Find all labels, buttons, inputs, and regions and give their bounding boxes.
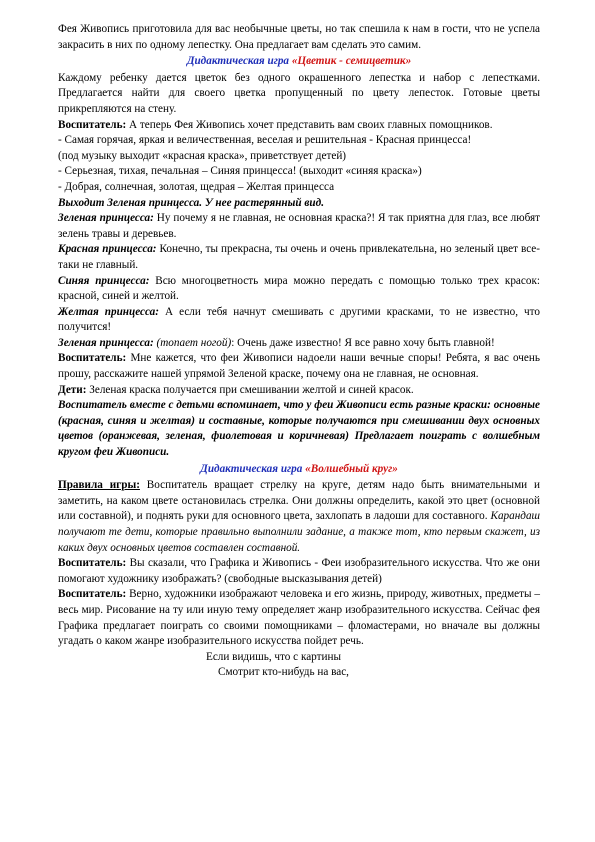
dialogue-line xyxy=(58,242,540,273)
stage-direction: Выходит Зеленая принцесса. У нее растерянный вид. xyxy=(58,196,324,209)
dialogue-line xyxy=(58,383,540,399)
line-text: Верно, художники изображают человека и его жизнь, природу, животных, предметы – весь мир. Рисование на ту или иную тему определяет жанр изобразительного искусства. Сейчас фея Графика предлагает поиграть со своими помощниками – фломастерами, но вначале вы должны угадать о каком жанре изобразительного искусства пойдет речь. xyxy=(58,588,540,648)
speaker-label: Зеленая принцесса: xyxy=(58,336,154,349)
list-line: - Добрая, солнечная, золотая, щедрая – Желтая принцесса xyxy=(58,180,335,193)
line-text: Мне кажется, что феи Живописи надоели наши вечные споры! Ребята, я вас очень прошу, расскажите нашей упрямой Зеленой краске, почему она не главная, не основная. xyxy=(58,352,540,381)
speaker-label: Воспитатель: xyxy=(58,588,127,601)
speaker-label: Воспитатель: xyxy=(58,557,127,570)
speaker-label: Зеленая принцесса: xyxy=(58,212,154,225)
poem-line: Смотрит кто-нибудь на вас, xyxy=(218,666,349,679)
heading-title: «Волшебный круг» xyxy=(305,462,398,475)
dialogue-line xyxy=(58,305,540,336)
list-line: - Серьезная, тихая, печальная – Синяя принцесса! (выходит «синяя краска») xyxy=(58,165,422,178)
document-page xyxy=(58,22,540,681)
line-text: А если тебя начнут смешивать с другими красками, то не известно, что получится! xyxy=(58,305,540,334)
line-text: Зеленая краска получается при смешивании желтой и синей красок. xyxy=(86,383,414,396)
poem-line: Если видишь, что с картины xyxy=(206,650,342,663)
list-line: - Самая горячая, яркая и величественная, веселая и решительная - Красная принцесса! xyxy=(58,134,472,147)
line-text: : Очень даже известно! Я все равно хочу быть главной! xyxy=(231,336,495,349)
intro-paragraph: Фея Живопись приготовила для вас необычные цветы, но так спешила к нам в гости, что не успела закрасить в них по одному лепестку. Она предлагает вам сделать это самим. xyxy=(58,23,540,51)
dialogue-line xyxy=(58,211,540,242)
game-heading-tsvetik xyxy=(58,54,540,70)
teacher-line xyxy=(58,587,540,649)
line-italic: Карандаш получают те дети, которые правильно выполнили задание, а также тот, кто первым скажет, из каких двух основных цветов составлен составной. xyxy=(58,510,540,554)
stage-note: (топает ногой) xyxy=(153,336,232,349)
speaker-label: Желтая принцесса: xyxy=(58,305,160,318)
heading-prefix: Дидактическая игра xyxy=(200,462,306,475)
speaker-label: Синяя принцесса: xyxy=(58,274,150,287)
speaker-label: Красная принцесса: xyxy=(58,243,157,256)
heading-title: «Цветик - семицветик» xyxy=(291,55,412,68)
line-text: Воспитатель вращает стрелку на круге, детям надо быть внимательными и заметить, на каком цвете остановилась стрелка. Они должны определить, какой это цвет (основной или составной), и поднять руки для основного цвета, захлопать в ладоши для составного. xyxy=(58,479,540,523)
speaker-label: Воспитатель: xyxy=(58,118,127,131)
dialogue-line xyxy=(58,274,540,305)
line-text: Всю многоцветность мира можно передать с помощью только трех красок: красной, синей и желтой. xyxy=(58,274,541,303)
speaker-label: Дети: xyxy=(58,383,87,396)
line-text: Конечно, ты прекрасна, ты очень и очень привлекательна, но зеленый цвет все-таки не главный. xyxy=(58,243,540,271)
teacher-line xyxy=(58,556,540,587)
list-line: (под музыку выходит «красная краска», приветствует детей) xyxy=(58,149,347,162)
speaker-label: Воспитатель: xyxy=(58,352,127,365)
heading-prefix: Дидактическая игра xyxy=(186,55,292,68)
game-description: Каждому ребенку дается цветок без одного окрашенного лепестка и набор с лепестками. Предлагается найти для своего цветка пропущенный по цвету лепесток. Готовые цветы прикрепляются на стену. xyxy=(58,71,540,115)
line-text: Ну почему я не главная, не основная краска?! Я так приятна для глаз, все любят зелень травы и деревьев. xyxy=(58,212,541,240)
speaker-label: Правила игры: xyxy=(58,479,140,492)
dialogue-line xyxy=(58,351,540,382)
teacher-remark: Воспитатель вместе с детьми вспоминает, что у феи Живописи есть разные краски: основные (красная, синяя и желтая) и составные, которые получаются при смешивании двух основных цветов (оранжевая, зеленая, фиолетовая и коричневая) Предлагает поиграть с волшебным кругом феи Живописи. xyxy=(58,399,540,459)
teacher-line xyxy=(58,118,540,134)
dialogue-line xyxy=(58,336,540,352)
line-text: А теперь Фея Живопись хочет представить вам своих главных помощников. xyxy=(126,118,493,131)
game-rules xyxy=(58,478,540,556)
game-heading-krug xyxy=(58,462,540,478)
line-text: Вы сказали, что Графика и Живопись - Феи изобразительного искусства. Что же они помогают художнику изображать? (свободные высказывания детей) xyxy=(58,557,540,585)
